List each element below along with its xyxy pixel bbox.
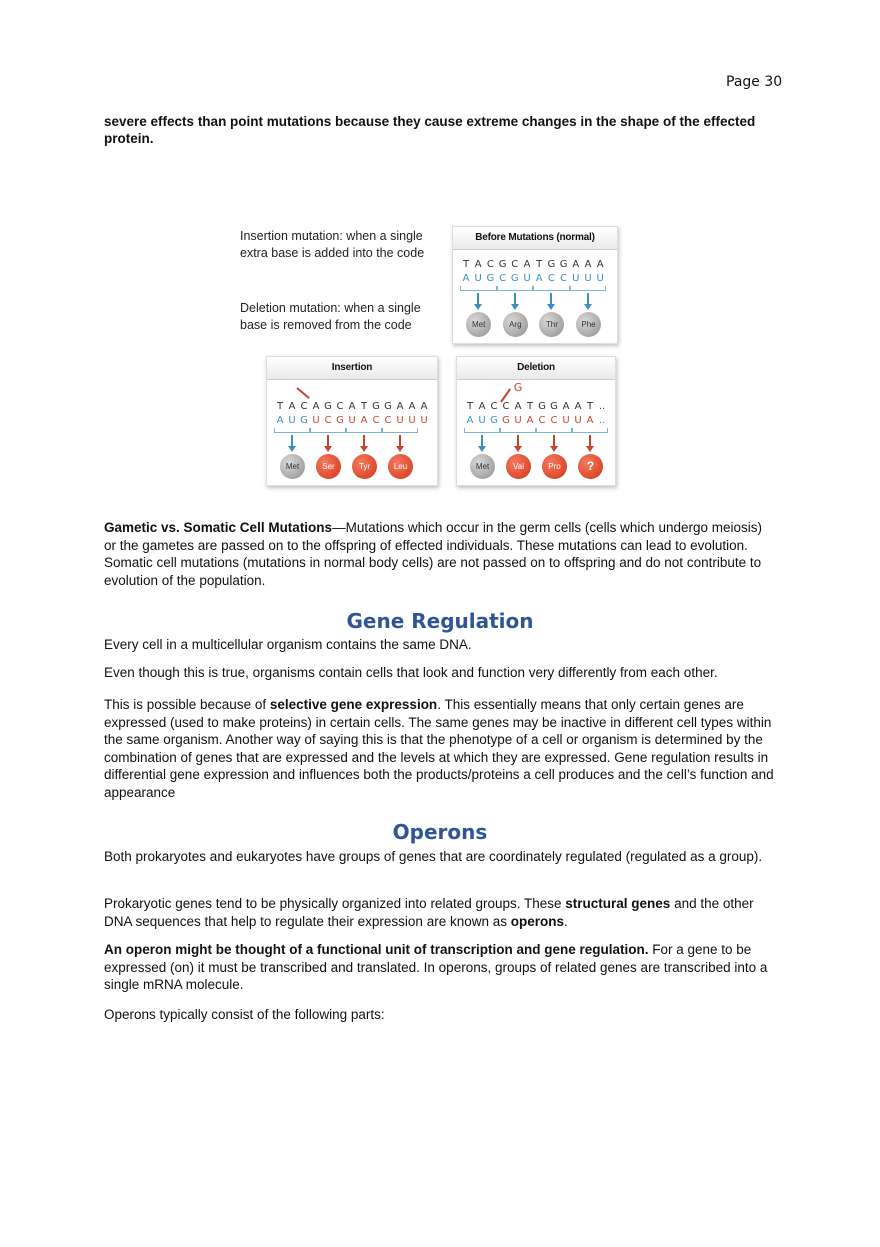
deletion-rna-base: G: [490, 415, 498, 426]
operons-p3-text: For a gene to be expressed (on) it must be transcribed and translated. In operons, groups of related genes are transcribed into a single mRNA molecule.: [104, 942, 768, 992]
panel-normal: [452, 226, 618, 344]
deletion-definition: Deletion mutation: when a single base is removed from the code: [240, 301, 421, 332]
deletion-rna-base: U: [562, 415, 570, 426]
insertion-amino-acid: Met: [280, 454, 305, 479]
deletion-codon-bracket: [464, 428, 500, 433]
normal-amino-acid: Phe: [576, 312, 601, 337]
deletion-amino-acid: Val: [506, 454, 531, 479]
deletion-dna-base: T: [466, 401, 474, 412]
insertion-rna-base: U: [288, 415, 296, 426]
normal-amino-acid: Arg: [503, 312, 528, 337]
operons-p3: [104, 941, 776, 994]
insertion-dna-base: T: [360, 401, 368, 412]
gametic-term: Gametic vs. Somatic Cell Mutations: [104, 520, 333, 535]
panel-deletion-title: Deletion: [457, 357, 615, 380]
gametic-paragraph: [104, 519, 776, 589]
normal-rna-base: U: [596, 273, 604, 284]
insertion-rna-base: G: [300, 415, 308, 426]
insertion-dna-base: C: [300, 401, 308, 412]
normal-rna-base: U: [572, 273, 580, 284]
insertion-definition: Insertion mutation: when a single extra base is added into the code: [240, 229, 425, 260]
gene-regulation-p3-b: . This essentially means that only certain genes are expressed (used to make proteins) in certain cells. The same genes may be inactive in different cell types within the same organism. Another way of saying this is that the phenotype of a cell or organism is determined by the combination of genes that are expressed and the levels at which they are expressed. Gene regulation results in differential gene expression and influences both the products/proteins a cell produces and the cell’s function and appearance: [104, 697, 774, 800]
deletion-rna-base: C: [538, 415, 546, 426]
deletion-codon-bracket: [500, 428, 536, 433]
normal-dna-base: C: [486, 259, 494, 270]
insertion-rna-base: C: [384, 415, 392, 426]
normal-rna-base: U: [523, 273, 531, 284]
normal-amino-acid: Thr: [539, 312, 564, 337]
deletion-amino-acid: Met: [470, 454, 495, 479]
normal-codon-bracket: [460, 286, 497, 291]
deletion-dna-base: A: [562, 401, 570, 412]
insertion-arrow: [399, 435, 401, 447]
gametic-text: —Mutations which occur in the germ cells (cells which undergo meiosis) or the gametes are passed on to the offspring of effected individuals. These mutations can lead to evolution. Somatic cell mutations (mutations in normal body cells) are not passed on to offspring and do not contribute to evolution of the population.: [104, 520, 762, 588]
removed-base-label: G: [513, 381, 523, 394]
deletion-dna-base: C: [502, 401, 510, 412]
operons-p2-a: Prokaryotic genes tend to be physically organized into related groups. These: [104, 896, 566, 911]
deletion-amino-acid: ?: [578, 454, 603, 479]
gene-regulation-p2: Even though this is true, organisms contain cells that look and function very differently from each other.: [104, 665, 718, 680]
normal-dna-base: A: [474, 259, 482, 270]
insertion-arrow: [327, 435, 329, 447]
normal-dna-base: A: [523, 259, 531, 270]
gene-regulation-p1: Every cell in a multicellular organism contains the same DNA.: [104, 637, 472, 652]
gene-regulation-p3: [104, 696, 776, 801]
insertion-codon-bracket: [382, 428, 418, 433]
deletion-rna-base: A: [526, 415, 534, 426]
insertion-rna-base: U: [396, 415, 404, 426]
normal-dna-base: A: [584, 259, 592, 270]
deletion-dna-base: A: [478, 401, 486, 412]
normal-rna-base: C: [560, 273, 568, 284]
mutation-figure: [232, 222, 622, 492]
panel-insertion: [266, 356, 438, 486]
normal-dna-base: G: [559, 259, 568, 270]
insertion-amino-acid: Leu: [388, 454, 413, 479]
insertion-codon-bracket: [346, 428, 382, 433]
gene-regulation-heading: Gene Regulation: [346, 609, 534, 633]
insertion-rna-base: A: [276, 415, 284, 426]
normal-rna-base: C: [547, 273, 555, 284]
deletion-dna-base: ..: [598, 401, 606, 412]
normal-codon-bracket: [533, 286, 570, 291]
page-number: Page 30: [726, 74, 783, 90]
normal-codon-bracket: [497, 286, 534, 291]
deletion-arrow: [517, 435, 519, 447]
panel-insertion-title: Insertion: [267, 357, 437, 380]
insertion-dna-base: A: [408, 401, 416, 412]
normal-dna-base: T: [536, 259, 543, 270]
normal-arrow: [587, 293, 589, 305]
normal-dna-base: T: [462, 259, 470, 270]
normal-amino-acid: Met: [466, 312, 491, 337]
gene-regulation-p3-a: This is possible because of: [104, 697, 270, 712]
deletion-dna-base: A: [514, 401, 522, 412]
deletion-rna-base: ..: [598, 415, 606, 426]
normal-arrow: [550, 293, 552, 305]
insertion-dna-base: G: [324, 401, 332, 412]
deletion-rna-base: C: [550, 415, 558, 426]
deletion-dna-base: A: [574, 401, 582, 412]
insertion-dna-base: C: [336, 401, 344, 412]
insertion-codon-bracket: [274, 428, 310, 433]
insertion-dna-base: G: [372, 401, 380, 412]
normal-rna-base: A: [462, 273, 470, 284]
insertion-dna-base: A: [348, 401, 356, 412]
normal-dna-base: G: [498, 259, 507, 270]
insertion-rna-base: G: [336, 415, 344, 426]
deletion-rna-base: U: [574, 415, 582, 426]
insertion-dna-base: A: [312, 401, 320, 412]
deletion-rna-base: G: [502, 415, 510, 426]
deletion-dna-base: G: [538, 401, 546, 412]
operons-heading: Operons: [392, 820, 488, 844]
operons-p2-b: and the other DNA sequences that help to regulate their expression are known as: [104, 896, 754, 929]
insertion-dna-base: A: [288, 401, 296, 412]
operons-term: operons: [510, 913, 565, 929]
insertion-arrow: [363, 435, 365, 447]
operon-definition-bold: An operon might be thought of a functional unit of transcription and gene regulation.: [104, 942, 649, 957]
insertion-amino-acid: Tyr: [352, 454, 377, 479]
normal-rna-base: U: [584, 273, 592, 284]
normal-dna-base: G: [547, 259, 556, 270]
normal-codon-bracket: [570, 286, 607, 291]
deletion-rna-base: A: [586, 415, 594, 426]
deletion-rna-base: A: [466, 415, 474, 426]
normal-dna-base: A: [596, 259, 604, 270]
insertion-rna-base: U: [408, 415, 416, 426]
deletion-rna-base: U: [478, 415, 486, 426]
insertion-arrow: [291, 435, 293, 447]
normal-dna-base: C: [511, 259, 519, 270]
deletion-dna-base: G: [550, 401, 558, 412]
structural-genes-term: structural genes: [565, 896, 671, 911]
insertion-pointer-arrow: [296, 387, 310, 399]
operons-p4: Operons typically consist of the following parts:: [104, 1007, 385, 1022]
normal-arrow: [477, 293, 479, 305]
deletion-dna-base: T: [586, 401, 594, 412]
insertion-dna-base: A: [396, 401, 404, 412]
insertion-dna-base: A: [420, 401, 428, 412]
insertion-dna-base: T: [276, 401, 284, 412]
insertion-rna-base: C: [372, 415, 380, 426]
panel-deletion: [456, 356, 616, 486]
panel-normal-title: Before Mutations (normal): [453, 227, 617, 250]
insertion-rna-base: U: [312, 415, 320, 426]
normal-rna-base: G: [486, 273, 495, 284]
deletion-dna-base: C: [490, 401, 498, 412]
deletion-dna-base: T: [526, 401, 534, 412]
operons-p2-c: .: [564, 913, 568, 929]
normal-arrow: [514, 293, 516, 305]
intro-paragraph: severe effects than point mutations because they cause extreme changes in the shape of the effected protein.: [104, 114, 756, 146]
insertion-rna-base: U: [420, 415, 428, 426]
normal-rna-base: A: [535, 273, 543, 284]
normal-rna-base: G: [510, 273, 519, 284]
insertion-dna-base: G: [384, 401, 392, 412]
insertion-rna-base: C: [324, 415, 332, 426]
normal-rna-base: U: [474, 273, 482, 284]
deletion-rna-base: U: [514, 415, 522, 426]
insertion-rna-base: U: [348, 415, 356, 426]
deletion-codon-bracket: [536, 428, 572, 433]
insertion-rna-base: A: [360, 415, 368, 426]
deletion-amino-acid: Pro: [542, 454, 567, 479]
operons-p2: [104, 895, 776, 930]
normal-rna-base: C: [499, 273, 507, 284]
deletion-arrow: [481, 435, 483, 447]
insertion-codon-bracket: [310, 428, 346, 433]
selective-gene-expression-term: selective gene expression: [269, 697, 438, 712]
deletion-arrow: [553, 435, 555, 447]
deletion-arrow: [589, 435, 591, 447]
insertion-amino-acid: Ser: [316, 454, 341, 479]
operons-p1: Both prokaryotes and eukaryotes have groups of genes that are coordinately regulated (regulated as a group).: [104, 849, 763, 864]
normal-dna-base: A: [572, 259, 580, 270]
deletion-codon-bracket: [572, 428, 608, 433]
